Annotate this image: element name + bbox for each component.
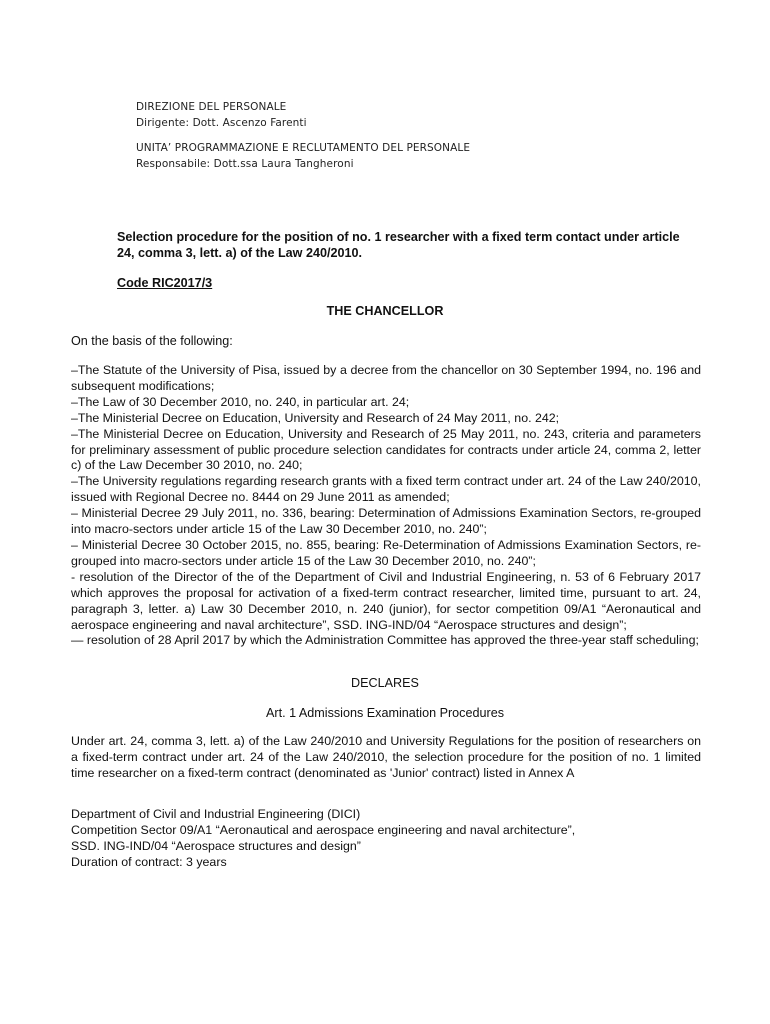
declares-heading: DECLARES: [351, 676, 419, 690]
list-item: – Ministerial Decree 29 July 2011, no. 336, bearing: Determination of Admissions Examination Sectors, re-grouped into macro-sectors under article 15 of the Law 30 December 2010, no. 240”;: [71, 506, 701, 537]
list-item: –The Law of 30 December 2010, no. 240, in particular art. 24;: [71, 394, 410, 409]
duration-line: Duration of contract: 3 years: [71, 854, 227, 869]
list-item: - resolution of the Director of the of the Department of Civil and Industrial Engineering, n. 53 of 6 February 2017 which approves the proposal for activation of a fixed-term contract researcher, limited time, pursuant to art. 24, paragraph 3, letter. a) Law 30 December 2010, n. 240 (junior), for sector competition 09/A1 “Aeronautical and aerospace engineering and naval architecture”, SSD. ING-IND/04 “Aerospace structures and design”;: [71, 569, 701, 632]
list-item: –The Statute of the University of Pisa, issued by a decree from the chancellor on 30 September 1994, no. 196 and subsequent modifications;: [71, 363, 701, 393]
list-item: – Ministerial Decree 30 October 2015, no. 855, bearing: Re-Determination of Admissions Examination Sectors, re-grouped into macro-sectors under article 15 of the Law 30 December 2010, no. 240”;: [71, 537, 701, 568]
procedure-code: Code RIC2017/3: [117, 276, 213, 290]
ssd-line: SSD. ING-IND/04 “Aerospace structures and design”: [71, 838, 361, 853]
office-header: [136, 99, 307, 131]
office-name: DIREZIONE DEL PERSONALE: [136, 101, 287, 113]
list-item: — resolution of 28 April 2017 by which the Administration Committee has approved the three-year staff scheduling;: [71, 633, 699, 648]
position-details: [71, 807, 711, 871]
manager-name: Dirigente: Dott. Ascenzo Farenti: [136, 117, 307, 129]
chancellor-heading: THE CHANCELLOR: [326, 304, 444, 318]
competition-sector-line: Competition Sector 09/A1 “Aeronautical and aerospace engineering and naval architecture”,: [71, 822, 576, 837]
department-line: Department of Civil and Industrial Engineering (DICI): [71, 807, 361, 821]
list-item: –The Ministerial Decree on Education, University and Research of 25 May 2011, no. 243, criteria and parameters for preliminary assessment of public procedure selection candidates for contracts under article 24, comma 2, letter c) of the Law December 30 2010, no. 240;: [71, 426, 701, 473]
unit-header: [136, 140, 470, 172]
basis-list: [71, 363, 701, 649]
responsible-name: Responsabile: Dott.ssa Laura Tangheroni: [136, 158, 354, 170]
basis-intro: On the basis of the following:: [71, 334, 233, 348]
article1-heading: Art. 1 Admissions Examination Procedures: [266, 706, 504, 720]
list-item: –The University regulations regarding research grants with a fixed term contract under art. 24 of the Law 240/2010, issued with Regional Decree no. 8444 on 29 June 2011 as amended;: [71, 474, 701, 505]
list-item: –The Ministerial Decree on Education, University and Research of 24 May 2011, no. 242;: [71, 410, 560, 425]
article1-text: Under art. 24, comma 3, lett. a) of the Law 240/2010 and University Regulations for the position of researchers on a fixed-term contract under art. 24 of the Law 240/2010, the selection procedure for the position of no. 1 limited time researcher on a fixed-term contract (denominated as 'Junior' contract) listed in Annex A: [71, 734, 701, 780]
document-title: Selection procedure for the position of no. 1 researcher with a fixed term contact under article 24, comma 3, lett. a) of the Law 240/2010.: [117, 230, 680, 260]
unit-name: UNITA’ PROGRAMMAZIONE E RECLUTAMENTO DEL PERSONALE: [136, 142, 471, 154]
